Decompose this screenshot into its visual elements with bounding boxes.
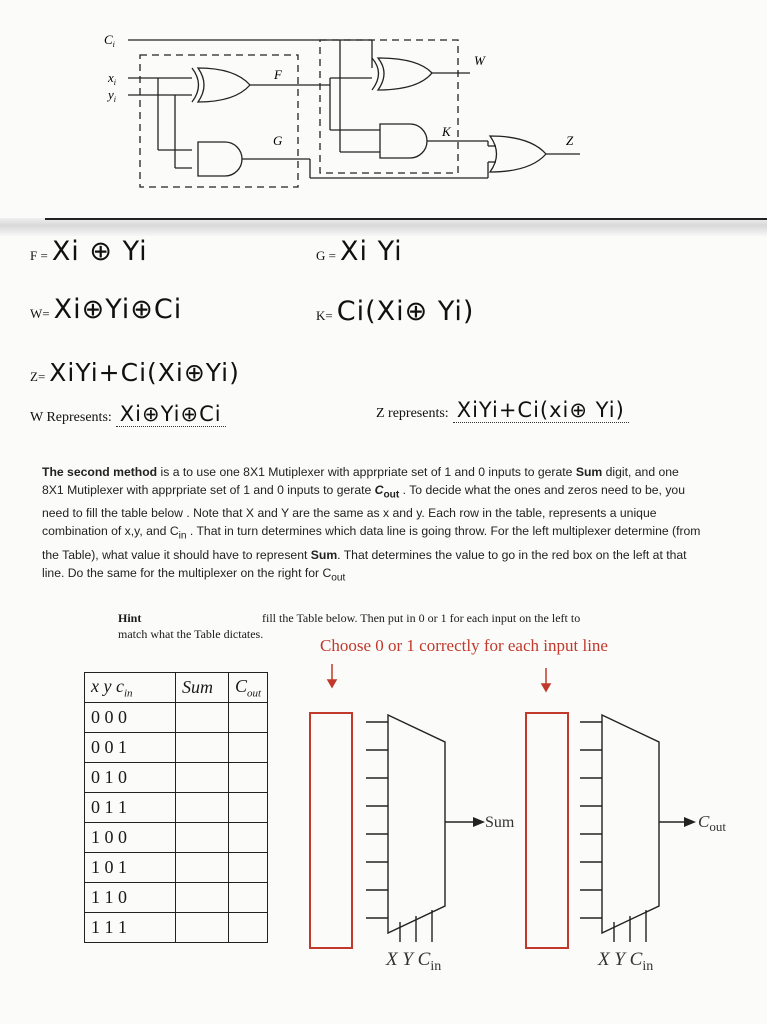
sum-cell[interactable]: [176, 853, 229, 883]
equation-k: K= Ci(Xi⊕ Yi): [316, 296, 475, 327]
cout-arrow: [684, 817, 696, 827]
header-sum: Sum: [176, 673, 229, 703]
equation-z: Z= XiYi+Ci(Xi⊕Yi): [30, 358, 240, 387]
label-k: K: [442, 124, 451, 139]
cout-cell[interactable]: [229, 913, 268, 943]
sum-cell[interactable]: [176, 703, 229, 733]
right-select-label: X Y $C_{in}$: [598, 949, 654, 974]
left-input-box[interactable]: [310, 713, 352, 948]
table-row: 0 1 1: [85, 793, 268, 823]
cout-cell[interactable]: [229, 853, 268, 883]
left-mux: [388, 715, 445, 933]
equation-g: G = Xi Yi: [316, 236, 403, 267]
equation-z-value: XiYi+Ci(Xi⊕Yi): [49, 358, 240, 387]
cout-cell[interactable]: [229, 733, 268, 763]
equation-f-value: Xi ⊕ Yi: [51, 236, 148, 267]
table-row: 1 1 0: [85, 883, 268, 913]
truth-table: [84, 672, 268, 943]
sum-cell[interactable]: [176, 913, 229, 943]
z-represents-value: XiYi+Ci(xi⊕ Yi): [453, 398, 629, 423]
equation-w-value: Xi⊕Yi⊕Ci: [53, 294, 183, 325]
instructions-paragraph: The second method is a to use one 8X1 Mutiplexer with apprpriate set of 1 and 0 inputs to gerate Sum digit, and one 8X1 Mutiplexer with apprpriate set of 1 and 0 inputs to gerate $C_{out}$ . To decide what the ones and zeros need to be, you need to fill the table below . Note that X and Y are the same as x and y. Each row in the table, represents a unique combination of x,y, and $C_{in}$ . That in turn determines which data line is going throw. For the left multiplexer determine (from the Table), what value it should have to represent Sum. That determines the value to go in the red box on the left at that line. Do the same for the multiplexer on the right for $C_{out}$: [42, 465, 701, 584]
xor-gate-2-back: [372, 58, 379, 90]
cout-cell[interactable]: [229, 703, 268, 733]
half-adder-box-2: [320, 40, 458, 173]
left-select-label: X Y $C_{in}$: [386, 949, 442, 974]
sum-cell[interactable]: [176, 823, 229, 853]
sum-cell[interactable]: [176, 763, 229, 793]
equation-g-value: Xi Yi: [339, 236, 403, 267]
right-input-box[interactable]: [526, 713, 568, 948]
and-gate-2: [380, 124, 427, 158]
equation-k-value: Ci(Xi⊕ Yi): [336, 296, 475, 327]
label-g: G: [273, 133, 283, 148]
label-ci: $C_i$: [104, 32, 115, 49]
xor-gate-1: [198, 68, 250, 102]
label-f: F: [274, 67, 282, 82]
label-xi: $x_i$: [108, 70, 117, 87]
cout-cell[interactable]: [229, 763, 268, 793]
w-represents: W Represents: Xi⊕Yi⊕Ci: [30, 402, 226, 426]
label-yi: $y_i$: [108, 87, 117, 104]
table-header-row: [85, 673, 268, 703]
z-represents: Z represents: XiYi+Ci(xi⊕ Yi): [376, 398, 629, 422]
cout-cell[interactable]: [229, 883, 268, 913]
table-row: 1 0 1: [85, 853, 268, 883]
sum-cell[interactable]: [176, 883, 229, 913]
cout-cell[interactable]: [229, 823, 268, 853]
header-cout: $C_{out}$: [229, 673, 268, 703]
header-xyc: x y $c_{in}$: [85, 673, 176, 703]
hint-label: Hint: [118, 611, 142, 625]
xor-gate-1-back: [192, 68, 199, 102]
cout-output-label: $C_{out}$: [698, 812, 726, 834]
logic-circuit-diagram: [95, 25, 595, 200]
equation-w: W= Xi⊕Yi⊕Ci: [30, 294, 183, 325]
mux-diagram: [290, 660, 760, 980]
w-represents-value: Xi⊕Yi⊕Ci: [116, 402, 226, 427]
label-z: Z: [566, 133, 574, 148]
hint-text-line2: match what the Table dictates.: [118, 627, 264, 641]
sum-cell[interactable]: [176, 793, 229, 823]
sum-arrow: [473, 817, 485, 827]
hint-text-line1: fill the Table below. Then put in 0 or 1 for each input on the left to: [262, 611, 581, 625]
table-row: 1 0 0: [85, 823, 268, 853]
table-row: 0 1 0: [85, 763, 268, 793]
sum-cell[interactable]: [176, 733, 229, 763]
table-row: 1 1 1: [85, 913, 268, 943]
right-mux: [602, 715, 659, 933]
page-fold-divider: [0, 218, 767, 236]
table-row: 0 0 0: [85, 703, 268, 733]
and-gate-1: [198, 142, 242, 176]
equation-f: F = Xi ⊕ Yi: [30, 236, 148, 267]
or-gate: [490, 136, 546, 172]
sum-output-label: Sum: [485, 814, 515, 831]
xor-gate-2: [378, 58, 432, 90]
table-row: 0 0 1: [85, 733, 268, 763]
choose-instruction: Choose 0 or 1 correctly for each input line: [320, 636, 608, 655]
label-w: W: [474, 53, 485, 68]
cout-cell[interactable]: [229, 793, 268, 823]
